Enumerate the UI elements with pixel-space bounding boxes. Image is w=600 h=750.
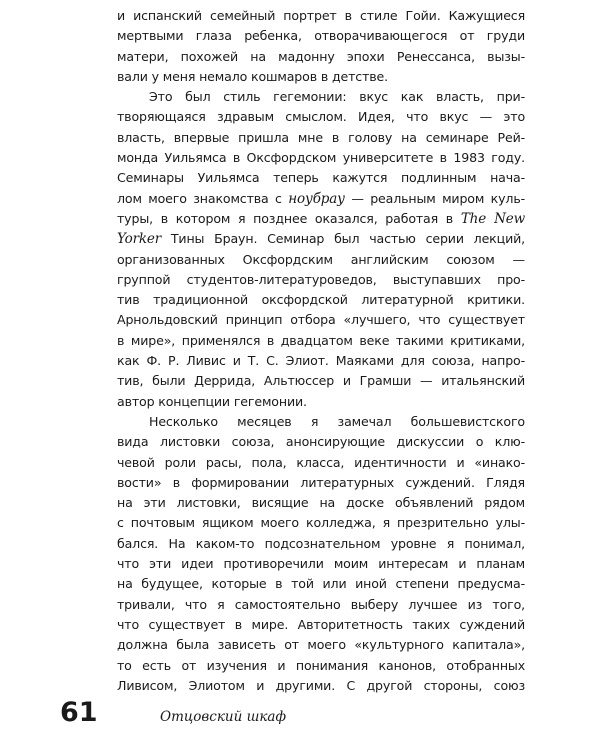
text-line: чевой роли расы, пола, класса, идентичности и «инако- [117,454,525,470]
text-fragment: туры, в котором я позднее оказался, работая в [117,210,461,226]
text-line: Ливисом, Элиотом и другими. С другой стороны, союз [117,677,525,693]
text-line [117,229,525,249]
text-line: тив, были Деррида, Альтюссер и Грамши — итальянский [117,373,525,389]
text-line: и испанский семейный портрет в стиле Гойи. Кажущиеся [117,8,525,23]
text-line: Это был стиль гегемонии: вкус как власть, при- [149,89,525,105]
text-line: с почтовым ящиком моего колледжа, я презрительно улы- [117,515,525,531]
paragraph-3 [117,412,525,696]
text-line: в мире», применялся в двадцатом веке такими критиками, [117,332,525,348]
running-title: Отцовский шкаф [160,709,287,725]
italic-title: Yorker [117,231,162,248]
text-line: Арнольдовский принцип отбора «лучшего, что существует [117,312,525,328]
text-line: монда Уильямса в Оксфордском университете в 1983 году. [117,150,525,166]
text-line: должна была зависеть от моего «культурного капитала», [117,637,525,653]
text-line: матери, похожей на мадонну эпохи Ренессанса, вызы- [117,48,525,64]
text-line: организованных Оксфордским английским союзом — [117,251,525,267]
text-line: бался. На каком-то подсознательном уровне я понимал, [117,535,525,551]
text-line: власть, впервые пришла мне в голову на семинаре Рей- [117,129,525,145]
text-line: автор концепции гегемонии. [117,393,307,409]
text-line: вости» в формировании литературных суждений. Глядя [117,474,525,490]
text-line: Семинары Уильямса теперь кажутся подлинным нача- [117,170,525,186]
text-line: группой студентов-литературоведов, выступавших про- [117,271,525,287]
body-text [117,6,525,696]
text-line [117,189,525,209]
italic-title: The New [460,210,525,227]
text-line: на будущее, которые в той или иной степени предусма- [117,576,525,592]
text-line: что эти идеи противоречили моим интересам и планам [117,556,525,572]
text-line: как Ф. Р. Ливис и Т. С. Элиот. Маяками для союза, напро- [117,353,525,369]
text-line: то есть от изучения и понимания канонов, отобранных [117,657,525,673]
paragraph-2 [117,87,525,412]
text-line [117,209,525,229]
text-line: тривали, что я самостоятельно выберу лучшее из того, [117,596,525,612]
text-line: вали у меня немало кошмаров в детстве. [117,68,388,84]
text-fragment: — реальным миром куль- [344,190,525,206]
text-fragment: Тины Браун. Семинар был частью серии лекций, [161,231,525,247]
text-line: тив традиционной оксфордской литературной критики. [117,292,525,308]
text-line: мертвыми глаза ребенка, отворачивающегося от груди [117,28,525,44]
paragraph-1 [117,6,525,87]
page-number: 61 [60,697,98,728]
text-line: что существует в мире. Авторитетность таких суждений [117,616,525,632]
text-line: на эти листовки, висящие на доске объявлений рядом [117,495,525,511]
text-line: вида листовки союза, анонсирующие дискуссии о клю- [117,434,525,450]
italic-term: ноубрау [288,190,345,207]
text-fragment: лом моего знакомства с [117,190,289,206]
text-line: Несколько месяцев я замечал большевистского [149,413,525,429]
text-line: творяющаяся здравым смыслом. Идея, что вкус — это [117,109,525,125]
